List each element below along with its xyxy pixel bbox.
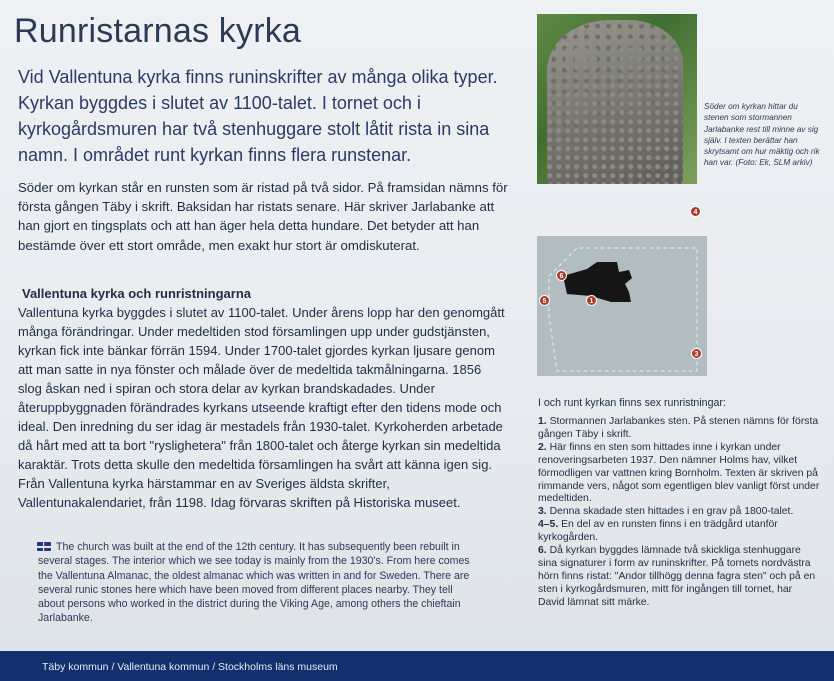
list-item: 2. Här finns en sten som hittades inne i kyrkan under renoveringsarbeten 1937. Den nämner Holms hav, vilket förmodligen var vattnen kring Bornholm. Texten är skriven på rimmande vers, något som egentligen blev vanligt först under medeltiden.	[538, 441, 820, 505]
list-item: 1. Stormannen Jarlabankes sten. På stenen nämns för första gången Täby i skrift.	[538, 416, 819, 440]
runes-list-title: I och runt kyrkan finns sex runristningar:	[538, 397, 726, 409]
english-summary	[38, 540, 478, 626]
list-item: 4–5. En del av en runsten finns i en trädgård utanför kyrkogården.	[538, 519, 778, 544]
section-body: Vallentuna kyrka byggdes i slutet av 1100-talet. Under årens lopp har den genomgått många förändringar. Under medeltiden stod församlingen upp under gudstjänsten, kyrkan fick inte bänkar förrän 1594. Under 1700-talet gjordes kyrkan ljusare genom att man satte in nya fönster och målade över de medeltida takmålningarna. 1856 slog åskan ned i spiran och stora delar av kyrkan brandskadades. Under återuppbyggnaden förändrades kyrkans utseende kraftigt efter den tidens mode och ideal. Den inredning du ser idag är mestadels från 1930-talet. Kyrkoherden arbetade då hårt med att ta bort "ryslighetera" från 1800-talet och återge kyrkan sin medeltida karaktär. Trots detta skulle den medeltida församlingen ha svårt att känna igen sig. Från Vallentuna kyrka härstammar en av Sveriges äldsta skrifter, Vallentunakalendariet, från 1198. Idag förvaras skriften på Historiska museet.	[18, 305, 505, 510]
runes-list	[538, 416, 820, 610]
footer-credits: Täby kommun / Vallentuna kommun / Stockholms läns museum	[42, 661, 338, 673]
list-item: 3. Denna skadade sten hittades i en grav på 1800-talet.	[538, 506, 794, 518]
intro-text: Vid Vallentuna kyrka finns runinskrifter av många olika typer. Kyrkan byggdes i slutet av 1100-talet. I tornet och i kyrkogårdsmuren har två stenhuggare stolt låtit rista in sina namn. I området runt kyrkan finns flera runstenar.	[18, 67, 498, 165]
section-heading: Vallentuna kyrka och runristningarna	[22, 286, 252, 301]
churchyard-outline	[549, 248, 697, 371]
church-map	[537, 236, 707, 376]
photo-caption: Söder om kyrkan hittar du stenen som stormannen Jarlabanke rest till minne av sig själv. I texten berättar han skrytsamt om hur mäktig och rik han var. (Foto: Ek, SLM arkiv)	[704, 102, 820, 168]
english-summary-text: The church was built at the end of the 12th century. It has subsequently been rebuilt in several stages. The interior which we see today is mainly from the 1930's. From here comes the Vallentuna Almanac, the oldest almanac which was written in and for Sweden. There are several runic stones here which have been moved from different places nearby. They tell about persons who worked in the district during the Viking Age, among others the chieftain Jarlabanke.	[38, 541, 470, 625]
map-marker-4: 4	[690, 206, 701, 217]
runestone-image	[547, 20, 683, 184]
church-plan	[537, 236, 707, 376]
footer-bar	[0, 651, 834, 681]
runestone-photo	[537, 14, 697, 184]
runestone-paragraph: Söder om kyrkan står en runsten som är ristad på två sidor. På framsidan nämns för första gången Täby i skrift. Baksidan har ristats senare. Här skriver Jarlabanke att han gjort en tingsplats och att han äger hela detta hundare. Det betyder att han bestämde över ett stort område, men exakt hur stort är omdiskuterat.	[18, 180, 508, 253]
map-marker-6: 6	[556, 270, 567, 281]
church-building	[563, 262, 632, 302]
map-marker-5: 5	[539, 295, 550, 306]
map-marker-1: 1	[586, 295, 597, 306]
list-item: 6. Då kyrkan byggdes lämnade två skickliga stenhuggare sina signaturer i form av runinskrifter. På tornets nordvästra hörn finns ristat: "Andor tillhögg denna fagra sten" och på en sten i kyrkogårdsmuren, mitt för ingången till tornet, har David lämnat sitt märke.	[538, 545, 816, 608]
map-marker-3: 3	[691, 348, 702, 359]
sign-title: Runristarnas kyrka	[14, 12, 302, 50]
